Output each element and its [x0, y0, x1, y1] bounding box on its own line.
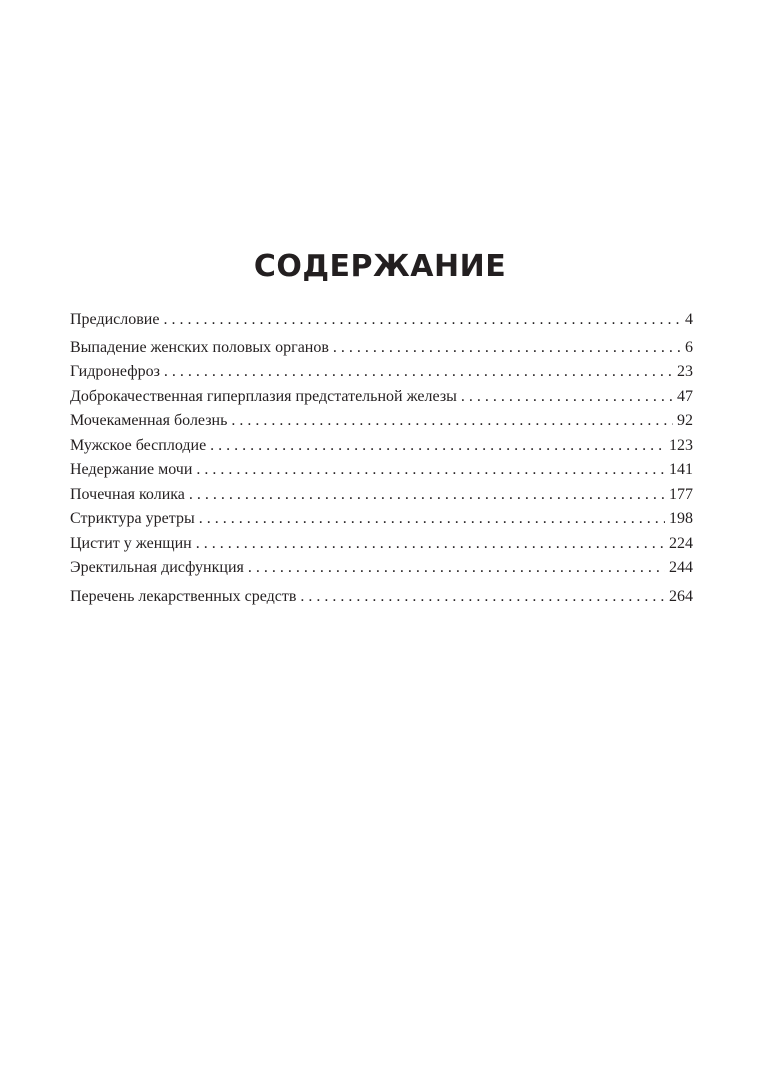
dot-leader: [196, 458, 665, 482]
toc-entry-page: 198: [669, 510, 693, 527]
toc-entry: [70, 585, 693, 610]
toc-entry: [70, 458, 693, 483]
toc-entry-page: 177: [669, 485, 693, 503]
dot-leader: [164, 360, 673, 384]
toc-entry-label: Мужское бесплодие: [70, 436, 207, 454]
dot-leader: [461, 385, 673, 409]
toc-entry: [70, 434, 693, 459]
table-of-contents: [70, 308, 693, 609]
toc-entry-label: Перечень лекарственных средств: [70, 587, 297, 605]
toc-entry-label: Стриктура уретры: [70, 510, 195, 527]
dot-leader: [196, 532, 665, 556]
toc-entry: [70, 532, 693, 557]
toc-entry-page: 6: [685, 338, 693, 356]
toc-entry-page: 264: [669, 587, 693, 605]
toc-entry-label: Выпадение женских половых органов: [70, 338, 329, 356]
toc-entry-label: Почечная колика: [70, 485, 185, 503]
dot-leader: [300, 585, 665, 609]
dot-leader: [248, 556, 665, 580]
toc-entry-page: 224: [669, 534, 693, 552]
page-title: СОДЕРЖАНИЕ: [253, 249, 507, 284]
toc-entry: [70, 507, 693, 532]
toc-entry: [70, 360, 693, 385]
toc-entry-label: Предисловие: [70, 311, 160, 328]
toc-entry: [70, 308, 693, 333]
dot-leader: [231, 409, 673, 433]
toc-entry-page: 4: [685, 311, 693, 328]
toc-entry-page: 123: [669, 436, 693, 454]
toc-entry-page: 23: [677, 363, 693, 380]
toc-entry: [70, 483, 693, 508]
dot-leader: [163, 308, 681, 332]
toc-entry: [70, 385, 693, 410]
toc-entry-label: Доброкачественная гиперплазия предстательной железы: [70, 387, 457, 405]
dot-leader: [199, 507, 665, 531]
toc-entry-page: 92: [677, 412, 693, 429]
toc-entry: [70, 336, 693, 361]
toc-entry: [70, 409, 693, 434]
dot-leader: [333, 336, 681, 360]
dot-leader: [189, 483, 665, 507]
dot-leader: [210, 434, 665, 458]
toc-entry-label: Эректильная дисфункция: [70, 559, 244, 576]
toc-entry-page: 47: [677, 387, 693, 405]
toc-entry-label: Цистит у женщин: [70, 534, 192, 552]
toc-entry-page: 141: [669, 461, 693, 478]
toc-entry: [70, 556, 693, 581]
toc-entry-page: 244: [669, 559, 693, 576]
toc-entry-label: Недержание мочи: [70, 461, 193, 478]
toc-entry-label: Мочекаменная болезнь: [70, 412, 228, 429]
toc-entry-label: Гидронефроз: [70, 363, 160, 380]
